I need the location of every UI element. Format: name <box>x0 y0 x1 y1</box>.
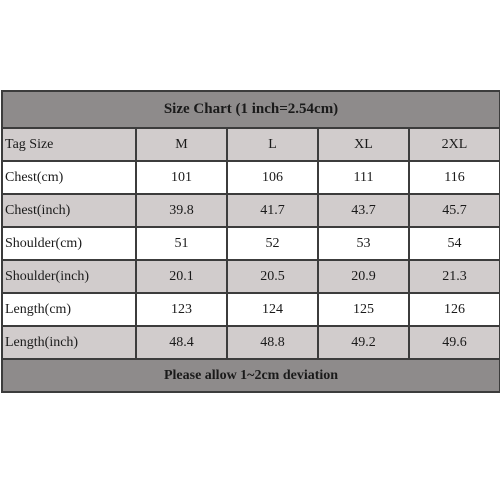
table-cell: 20.9 <box>318 260 409 293</box>
header-cell-xl: XL <box>318 128 409 161</box>
table-cell: 54 <box>409 227 500 260</box>
table-cell: 111 <box>318 161 409 194</box>
table-cell: 48.4 <box>136 326 227 359</box>
table-cell: 124 <box>227 293 318 326</box>
table-row-chest-cm <box>2 161 500 194</box>
header-cell-2xl: 2XL <box>409 128 500 161</box>
table-cell: 126 <box>409 293 500 326</box>
title-row <box>2 91 500 128</box>
row-label: Shoulder(inch) <box>2 260 136 293</box>
chart-title: Size Chart (1 inch=2.54cm) <box>2 91 500 128</box>
table-cell: 45.7 <box>409 194 500 227</box>
table-cell: 43.7 <box>318 194 409 227</box>
table-cell: 41.7 <box>227 194 318 227</box>
row-label: Chest(cm) <box>2 161 136 194</box>
table-cell: 20.5 <box>227 260 318 293</box>
table-row-shoulder-cm <box>2 227 500 260</box>
table-cell: 53 <box>318 227 409 260</box>
table-cell: 49.6 <box>409 326 500 359</box>
row-label: Chest(inch) <box>2 194 136 227</box>
header-row <box>2 128 500 161</box>
header-cell-m: M <box>136 128 227 161</box>
table-row-chest-inch <box>2 194 500 227</box>
table-cell: 20.1 <box>136 260 227 293</box>
table-cell: 116 <box>409 161 500 194</box>
row-label: Shoulder(cm) <box>2 227 136 260</box>
header-cell-l: L <box>227 128 318 161</box>
header-cell-tag-size: Tag Size <box>2 128 136 161</box>
table-cell: 125 <box>318 293 409 326</box>
table-row-shoulder-inch <box>2 260 500 293</box>
row-label: Length(inch) <box>2 326 136 359</box>
size-chart-table <box>1 90 500 393</box>
footer-row <box>2 359 500 392</box>
row-label: Length(cm) <box>2 293 136 326</box>
table-cell: 101 <box>136 161 227 194</box>
table-row-length-cm <box>2 293 500 326</box>
table-cell: 39.8 <box>136 194 227 227</box>
table-cell: 123 <box>136 293 227 326</box>
table-cell: 49.2 <box>318 326 409 359</box>
table-cell: 21.3 <box>409 260 500 293</box>
deviation-note: Please allow 1~2cm deviation <box>2 359 500 392</box>
table-cell: 51 <box>136 227 227 260</box>
table-row-length-inch <box>2 326 500 359</box>
table-cell: 48.8 <box>227 326 318 359</box>
table-cell: 52 <box>227 227 318 260</box>
table-cell: 106 <box>227 161 318 194</box>
